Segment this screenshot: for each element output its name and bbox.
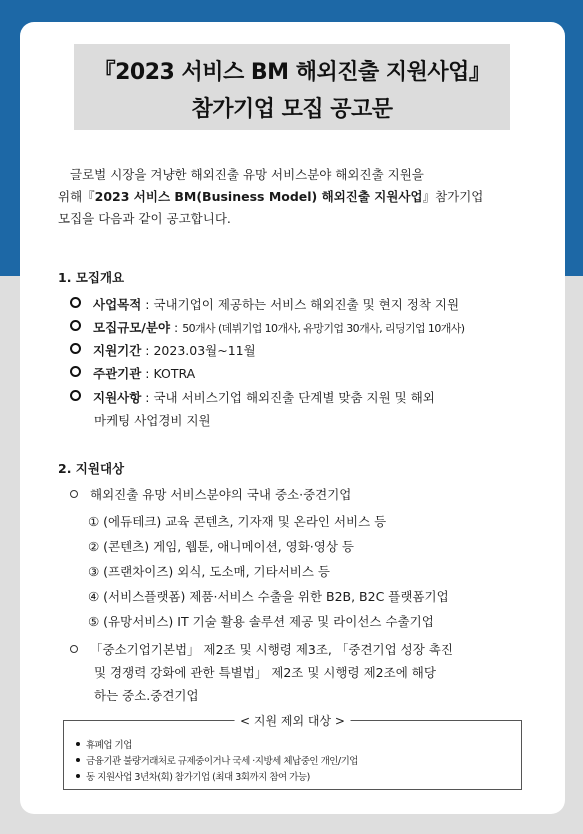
- category-item: ② (콘텐츠) 게임, 웹툰, 애니메이션, 영화·영상 등: [88, 539, 354, 554]
- overview-item-support: [70, 387, 435, 409]
- section-heading-overview: 1. 모집개요: [58, 270, 125, 285]
- overview-item-scale: [70, 317, 464, 340]
- eligibility-item-2: [70, 639, 453, 661]
- category-item: ③ (프랜차이즈) 외식, 도소매, 기타서비스 등: [88, 564, 330, 579]
- eligibility-item-1: [70, 484, 351, 506]
- bullet-icon: [76, 742, 80, 746]
- item-text: KOTRA: [153, 366, 196, 381]
- item-separator: :: [170, 320, 183, 335]
- overview-item-purpose: [70, 294, 459, 316]
- intro-line-2-pre: 위해『: [58, 189, 95, 204]
- item-text: 2023.03월~11월: [153, 343, 256, 358]
- intro-paragraph: [58, 164, 520, 230]
- category-item: ⑤ (유망서비스) IT 기술 활용 솔루션 제공 및 라이선스 수출기업: [88, 614, 434, 629]
- exclusion-text: 휴폐업 기업: [86, 740, 132, 751]
- item-label: 지원사항: [93, 390, 142, 405]
- item-text: 50개사 (데뷔기업 10개사, 유망기업 30개사, 리딩기업 10개사): [182, 322, 465, 335]
- program-name: 2023 서비스 BM(Business Model) 해외진출 지원사업: [94, 189, 423, 204]
- eligibility-item-2-line2: 및 경쟁력 강화에 관한 특별법」 제2조 및 시행령 제2조에 해당: [94, 665, 436, 680]
- bullet-icon: [70, 343, 81, 354]
- exclusion-item: [76, 737, 132, 751]
- item-label: 사업목적: [93, 297, 142, 312]
- exclusion-item: [76, 753, 358, 767]
- bullet-icon: [70, 297, 81, 308]
- item-separator: :: [141, 343, 154, 358]
- category-item: ④ (서비스플랫폼) 제품·서비스 수출을 위한 B2B, B2C 플랫폼기업: [88, 589, 449, 604]
- bullet-icon: [70, 320, 81, 331]
- item-separator: :: [141, 297, 154, 312]
- bullet-icon: [70, 366, 81, 377]
- eligibility-item-2-line3: 하는 중소.중견기업: [94, 688, 199, 703]
- item-separator: :: [141, 390, 154, 405]
- bullet-icon: [70, 390, 81, 401]
- intro-line-3: 모집을 다음과 같이 공고합니다.: [58, 211, 231, 226]
- category-item: ① (에듀테크) 교육 콘텐츠, 기자재 및 온라인 서비스 등: [88, 514, 387, 529]
- item-label: 주관기관: [93, 366, 142, 381]
- item-text: 국내 서비스기업 해외진출 단계별 맞춤 지원 및 해외: [153, 390, 435, 405]
- eligibility-text: 해외진출 유망 서비스분야의 국내 중소·중견기업: [90, 487, 352, 502]
- intro-line-1: 글로벌 시장을 겨냥한 해외진출 유망 서비스분야 해외진출 지원을: [70, 167, 424, 182]
- page-subtitle: 참가기업 모집 공고문: [191, 97, 393, 122]
- exclusion-title: < 지원 제외 대상 >: [234, 712, 351, 729]
- bullet-icon: [76, 774, 80, 778]
- exclusion-item: [76, 769, 310, 783]
- section-heading-eligibility: 2. 지원대상: [58, 461, 125, 476]
- circle-bullet-icon: [70, 490, 78, 498]
- notice-card: [20, 22, 565, 814]
- circle-bullet-icon: [70, 645, 78, 653]
- eligibility-text: 「중소기업기본법」 제2조 및 시행령 제3조, 「중견기업 성장 촉진: [90, 642, 453, 657]
- page-title: 『2023 서비스 BM 해외진출 지원사업』: [93, 60, 491, 85]
- overview-item-period: [70, 340, 256, 362]
- item-separator: :: [141, 366, 154, 381]
- intro-line-2-post: 』참가기업: [422, 189, 484, 204]
- item-label: 지원기간: [93, 343, 142, 358]
- exclusion-text: 동 지원사업 3년차(회) 참가기업 (최대 3회까지 참여 가능): [86, 772, 310, 783]
- item-text: 국내기업이 제공하는 서비스 해외진출 및 현지 정착 지원: [153, 297, 460, 312]
- bullet-icon: [76, 758, 80, 762]
- title-box: [74, 44, 510, 130]
- intro-line-2: [58, 186, 520, 208]
- exclusion-box: [63, 714, 522, 790]
- exclusion-text: 금융기관 불량거래처로 규제중이거나 국세 ·지방세 체납중인 개인/기업: [86, 756, 358, 767]
- overview-item-host: [70, 363, 195, 385]
- overview-item-support-cont: 마케팅 사업경비 지원: [94, 413, 211, 428]
- item-label: 모집규모/분야: [93, 320, 171, 335]
